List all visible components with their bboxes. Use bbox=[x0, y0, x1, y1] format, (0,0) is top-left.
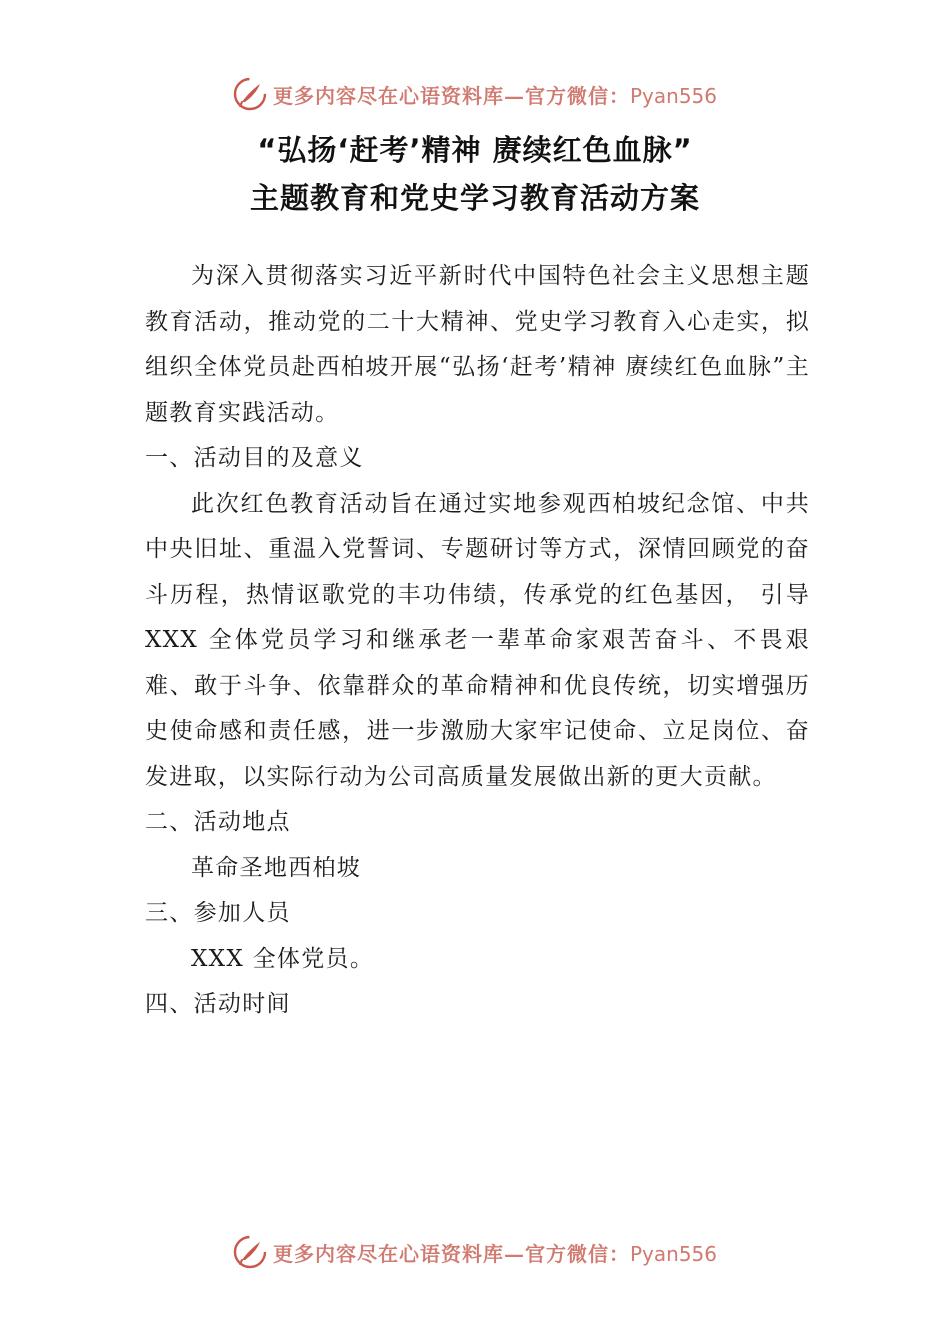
document-body bbox=[145, 254, 810, 1028]
watermark-text: 更多内容尽在心语资料库—官方微信：Pyan556 bbox=[272, 83, 717, 108]
footer-watermark bbox=[0, 1232, 950, 1272]
document-title-line-2: 主题教育和党史学习教育活动方案 bbox=[249, 181, 700, 215]
purpose-paragraph: 此次红色教育活动旨在通过实地参观西柏坡纪念馆、中共中央旧址、重温入党誓词、专题研讨等方式，深情回顾党的奋斗历程，热情讴歌党的丰功伟绩，传承党的红色基因， 引导 XXX 全体党员学习和继承老一辈革命家艰苦奋斗、不畏艰难、敢于斗争、依靠群众的革命精神和优良传统，切实增强历史使命感和责任感，进一步激励大家牢记使命、立足岗位、奋发进取，以实际行动为公司高质量发展做出新的更大贡献。 bbox=[145, 490, 810, 790]
watermark-text: 更多内容尽在心语资料库—官方微信：Pyan556 bbox=[272, 1241, 717, 1266]
section-heading-participants: 三、参加人员 bbox=[145, 900, 291, 926]
header-watermark bbox=[0, 74, 950, 114]
quill-pen-logo-icon bbox=[233, 1235, 267, 1269]
section-heading-time: 四、活动时间 bbox=[145, 991, 291, 1017]
intro-paragraph: 为深入贯彻落实习近平新时代中国特色社会主义思想主题教育活动，推动党的二十大精神、党史学习教育入心走实，拟组织全体党员赴西柏坡开展“弘扬‘赶考’精神 赓续红色血脉”主题教育实践活动。 bbox=[145, 263, 810, 426]
document-title-line-1: “弘扬‘赶考’精神 赓续红色血脉” bbox=[257, 133, 693, 167]
section-heading-purpose: 一、活动目的及意义 bbox=[145, 445, 364, 471]
location-paragraph: 革命圣地西柏坡 bbox=[191, 854, 362, 881]
participants-paragraph: XXX 全体党员。 bbox=[191, 945, 375, 972]
section-heading-location: 二、活动地点 bbox=[145, 809, 291, 835]
quill-pen-logo-icon bbox=[233, 77, 267, 111]
